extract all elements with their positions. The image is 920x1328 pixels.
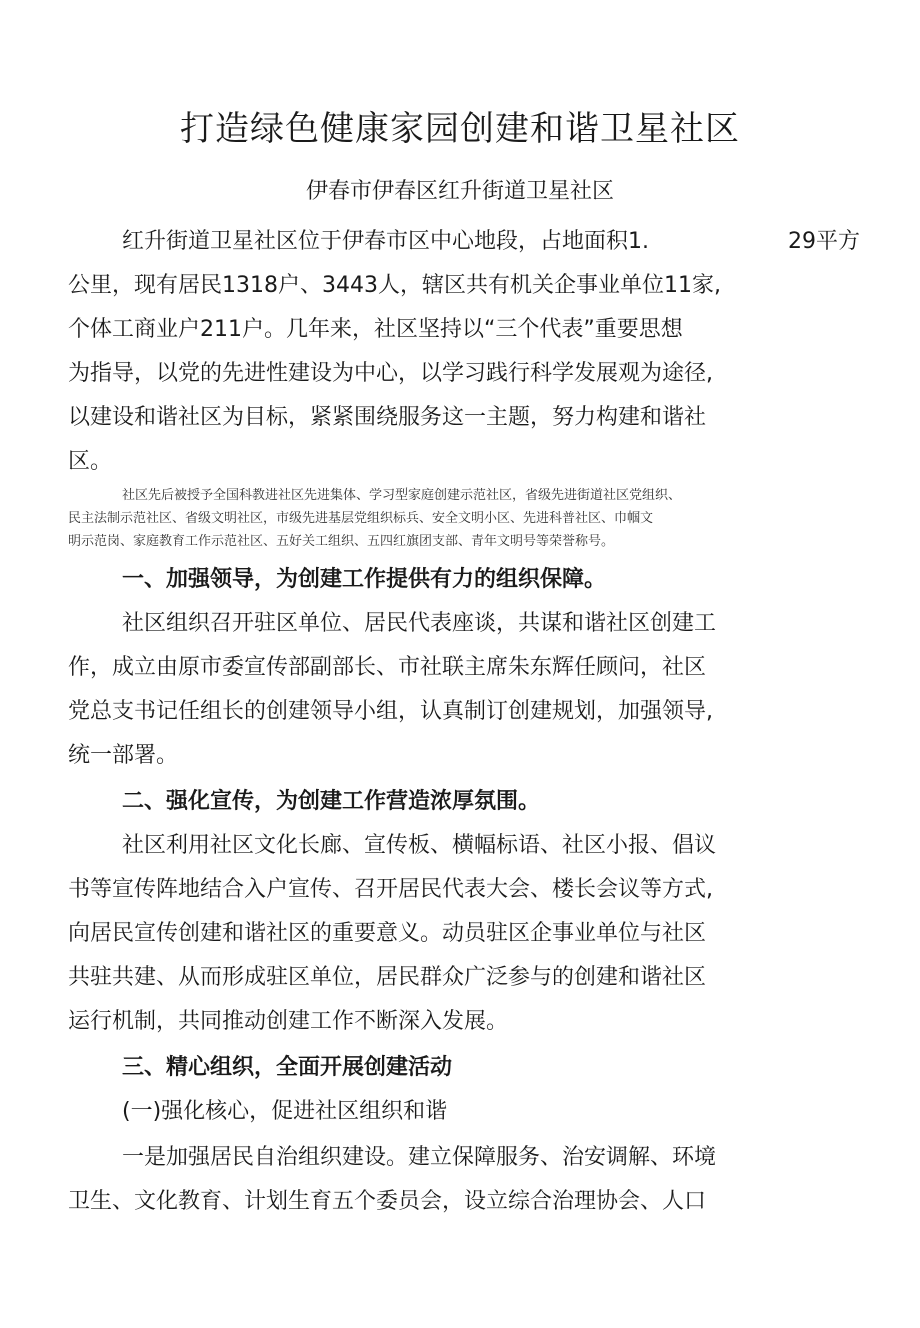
section-line: 卫生、文化教育、计划生育五个委员会，设立综合治理协会、人口 (68, 1189, 707, 1214)
section-line: 作，成立由原市委宣传部副部长、市社联主席朱东辉任顾问，社区 (68, 655, 707, 680)
intro-line: 区。 (68, 449, 113, 474)
intro-line: 个体工商业户211户。几年来，社区坚持以“三个代表”重要思想 (68, 317, 683, 342)
intro-line: 红升街道卫星社区位于伊春市区中心地段，占地面积1. (122, 229, 649, 254)
section-line: 统一部署。 (68, 743, 179, 768)
section-heading: 二、强化宣传，为创建工作营造浓厚氛围。 (122, 789, 541, 814)
intro-line: 以建设和谐社区为目标，紧紧围绕服务这一主题，努力构建和谐社 (68, 405, 707, 430)
section-line: 向居民宣传创建和谐社区的重要意义。动员驻区企事业单位与社区 (68, 921, 707, 946)
section-line: 党总支书记任组长的创建领导小组，认真制订创建规划，加强领导, (68, 699, 713, 724)
section-line: 社区利用社区文化长廊、宣传板、横幅标语、社区小报、倡议 (122, 833, 717, 858)
honors-line: 民主法制示范社区、省级文明社区，市级先进基层党组织标兵、安全文明小区、先进科普社区、巾帼文 (68, 511, 654, 526)
document-title: 打造绿色健康家园创建和谐卫星社区 (180, 109, 740, 149)
section-line: 共驻共建、从而形成驻区单位，居民群众广泛参与的创建和谐社区 (68, 965, 707, 990)
honors-line: 明示范岗、家庭教育工作示范社区、五好关工组织、五四红旗团支部、青年文明号等荣誉称号。 (68, 534, 615, 549)
intro-line: 公里，现有居民1318户、3443人，辖区共有机关企事业单位11家, (68, 273, 721, 298)
document-subtitle: 伊春市伊春区红升街道卫星社区 (305, 179, 614, 204)
section-heading: 一、加强领导，为创建工作提供有力的组织保障。 (122, 567, 607, 592)
intro-line: 为指导，以党的先进性建设为中心，以学习践行科学发展观为途径, (68, 361, 713, 386)
section-subheading: (一)强化核心，促进社区组织和谐 (122, 1099, 448, 1124)
section-line: 运行机制，共同推动创建工作不断深入发展。 (68, 1009, 509, 1034)
section-line: 社区组织召开驻区单位、居民代表座谈，共谋和谐社区创建工 (122, 611, 717, 636)
section-line: 一是加强居民自治组织建设。建立保障服务、治安调解、环境 (122, 1145, 717, 1170)
intro-line: 29平方 (788, 229, 860, 254)
section-heading: 三、精心组织，全面开展创建活动 (122, 1055, 453, 1080)
honors-line: 社区先后被授予全国科教进社区先进集体、学习型家庭创建示范社区，省级先进街道社区党组织、 (122, 488, 682, 503)
section-line: 书等宣传阵地结合入户宣传、召开居民代表大会、楼长会议等方式, (68, 877, 713, 902)
